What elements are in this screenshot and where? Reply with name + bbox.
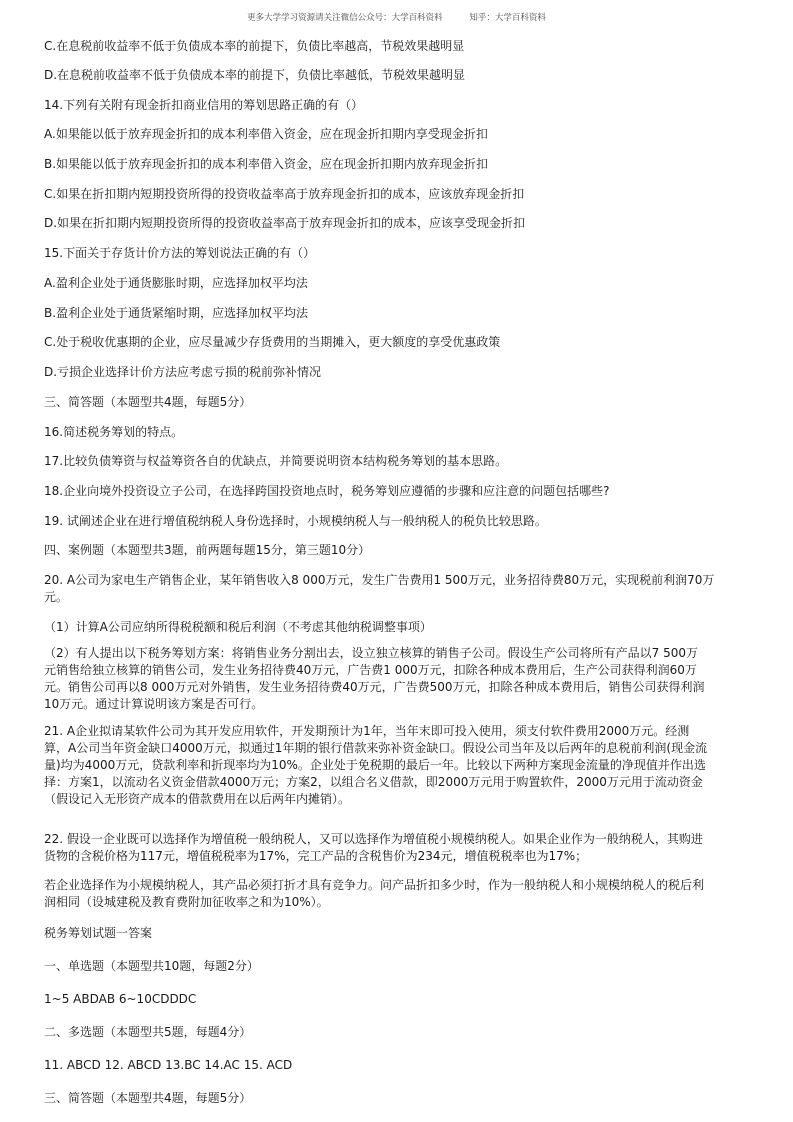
paragraph xyxy=(44,97,363,114)
paragraph xyxy=(44,958,259,975)
paragraph xyxy=(44,305,308,322)
text-line: （2）有人提出以下税务筹划方案：将销售业务分割出去，设立独立核算的销售子公司。假设生产公司将所有产品以7 500万 xyxy=(44,646,698,660)
paragraph xyxy=(44,513,547,530)
paragraph xyxy=(44,424,183,441)
header-zhihu-note: 知乎：大学百科资料 xyxy=(469,13,546,23)
paragraph xyxy=(44,645,705,713)
text-line: D.在息税前收益率不低于负债成本率的前提下，负债比率越低，节税效果越明显 xyxy=(44,68,466,82)
text-line: 21. A企业拟请某软件公司为其开发应用软件，开发期预计为1年，当年末即可投入使用，须支付软件费用2000万元。经测 xyxy=(44,724,690,738)
paragraph xyxy=(44,572,714,606)
text-line: 税务筹划试题一答案 xyxy=(44,926,153,940)
paragraph xyxy=(44,1057,292,1074)
text-line: 四、案例题（本题型共3题，前两题每题15分，第三题10分） xyxy=(44,543,371,557)
paragraph xyxy=(44,275,308,292)
text-line: 量)均为4000万元，贷款利率和折现率均为10%。企业处于免税期的最后一年。比较以下两种方案现金流量的净现值并作出选 xyxy=(44,758,706,772)
paragraph xyxy=(44,453,507,470)
text-line: 一、单选题（本题型共10题，每题2分） xyxy=(44,959,259,973)
text-line: 15.下面关于存货计价方法的筹划说法正确的有（） xyxy=(44,246,316,260)
paragraph xyxy=(44,126,488,143)
text-line: 算，A公司当年资金缺口4000万元，拟通过1年期的银行借款来弥补资金缺口。假设公司当年及以后两年的息税前利润(现金流 xyxy=(44,741,708,755)
text-line: 二、多选题（本题型共5题，每题4分） xyxy=(44,1025,252,1039)
text-line: 18.企业向境外投资设立子公司，在选择跨国投资地点时，税务筹划应遵循的步骤和应注意的问题包括哪些? xyxy=(44,484,610,498)
text-line: A.如果能以低于放弃现金折扣的成本利率借入资金，应在现金折扣期内享受现金折扣 xyxy=(44,127,488,141)
text-line: B.盈利企业处于通货紧缩时期，应选择加权平均法 xyxy=(44,306,309,320)
paragraph xyxy=(44,215,525,232)
paragraph xyxy=(44,542,370,559)
text-line: A.盈利企业处于通货膨胀时期，应选择加权平均法 xyxy=(44,276,308,290)
text-line: （假设记入无形资产成本的借款费用在以后两年内摊销）。 xyxy=(44,792,351,806)
paragraph xyxy=(44,1024,251,1041)
text-line: 11. ABCD 12. ABCD 13.BC 14.AC 15. ACD xyxy=(44,1058,293,1072)
text-line: 14.下列有关附有现金折扣商业信用的筹划思路正确的有（） xyxy=(44,98,364,112)
text-line: 元销售给独立核算的销售公司，发生业务招待费40万元，广告费1 000万元，扣除各种成本费用后，生产公司获得利润60万 xyxy=(44,663,697,677)
paragraph xyxy=(44,245,315,262)
text-line: 20. A公司为家电生产销售企业，某年销售收入8 000万元，发生广告费用1 500万元，业务招待费80万元，实现税前利润70万 xyxy=(44,573,715,587)
text-line: 若企业选择作为小规模纳税人，其产品必须打折才具有竞争力。问产品折扣多少时，作为一般纳税人和小规模纳税人的税后利 xyxy=(44,878,705,892)
text-line: B.如果能以低于放弃现金折扣的成本利率借入资金，应在现金折扣期内放弃现金折扣 xyxy=(44,157,489,171)
text-line: 元。 xyxy=(44,590,69,604)
paragraph xyxy=(44,156,488,173)
paragraph xyxy=(44,38,464,55)
paragraph xyxy=(44,877,704,911)
text-line: 17.比较负债筹资与权益筹资各自的优缺点，并简要说明资本结构税务筹划的基本思路。 xyxy=(44,454,508,468)
text-line: 10万元。通过计算说明该方案是否可行。 xyxy=(44,697,264,711)
text-line: 22. 假设一企业既可以选择作为增值税一般纳税人，又可以选择作为增值税小规模纳税人。如果企业作为一般纳税人，其购进 xyxy=(44,832,703,846)
paragraph xyxy=(44,831,703,865)
paragraph xyxy=(44,483,609,500)
text-line: 19. 试阐述企业在进行增值税纳税人身份选择时，小规模纳税人与一般纳税人的税负比较思路。 xyxy=(44,514,547,528)
text-line: 三、简答题（本题型共4题，每题5分） xyxy=(44,395,252,409)
paragraph xyxy=(44,991,196,1008)
paragraph xyxy=(44,723,707,808)
paragraph xyxy=(44,186,524,203)
header-wechat-note: 更多大学学习资源请关注微信公众号：大学百科资料 xyxy=(247,13,443,23)
paragraph xyxy=(44,67,465,84)
paragraph xyxy=(44,394,251,411)
paragraph xyxy=(44,1090,251,1107)
text-line: 16.简述税务筹划的特点。 xyxy=(44,425,184,439)
text-line: C.处于税收优惠期的企业，应尽量减少存货费用的当期摊入，更大额度的享受优惠政策 xyxy=(44,335,501,349)
text-line: C.如果在折扣期内短期投资所得的投资收益率高于放弃现金折扣的成本，应该放弃现金折扣 xyxy=(44,187,525,201)
text-line: 润相同（设城建税及教育费附加征收率之和为10%）。 xyxy=(44,895,329,909)
paragraph xyxy=(44,334,500,351)
text-line: 1~5 ABDAB 6~10CDDDC xyxy=(44,992,197,1006)
paragraph xyxy=(44,364,321,381)
text-line: D.如果在折扣期内短期投资所得的投资收益率高于放弃现金折扣的成本，应该享受现金折扣 xyxy=(44,216,526,230)
text-line: D.亏损企业选择计价方法应考虑亏损的税前弥补情况 xyxy=(44,365,322,379)
text-line: （1）计算A公司应纳所得税税额和税后利润（不考虑其他纳税调整事项） xyxy=(44,620,432,634)
paragraph xyxy=(44,619,432,636)
text-line: 三、简答题（本题型共4题，每题5分） xyxy=(44,1091,252,1105)
text-line: 择：方案1，以流动名义资金借款4000万元；方案2，以组合名义借款，即2000万元用于购置软件，2000万元用于流动资金 xyxy=(44,775,703,789)
text-line: 元。销售公司再以8 000万元对外销售，发生业务招待费40万元，广告费500万元，扣除各种成本费用后，销售公司获得利润 xyxy=(44,680,705,694)
text-line: 货物的含税价格为117元，增值税税率为17%，完工产品的含税售价为234元，增值税税率也为17%； xyxy=(44,849,588,863)
page-header xyxy=(0,11,793,23)
paragraph xyxy=(44,925,152,942)
text-line: C.在息税前收益率不低于负债成本率的前提下，负债比率越高，节税效果越明显 xyxy=(44,39,465,53)
